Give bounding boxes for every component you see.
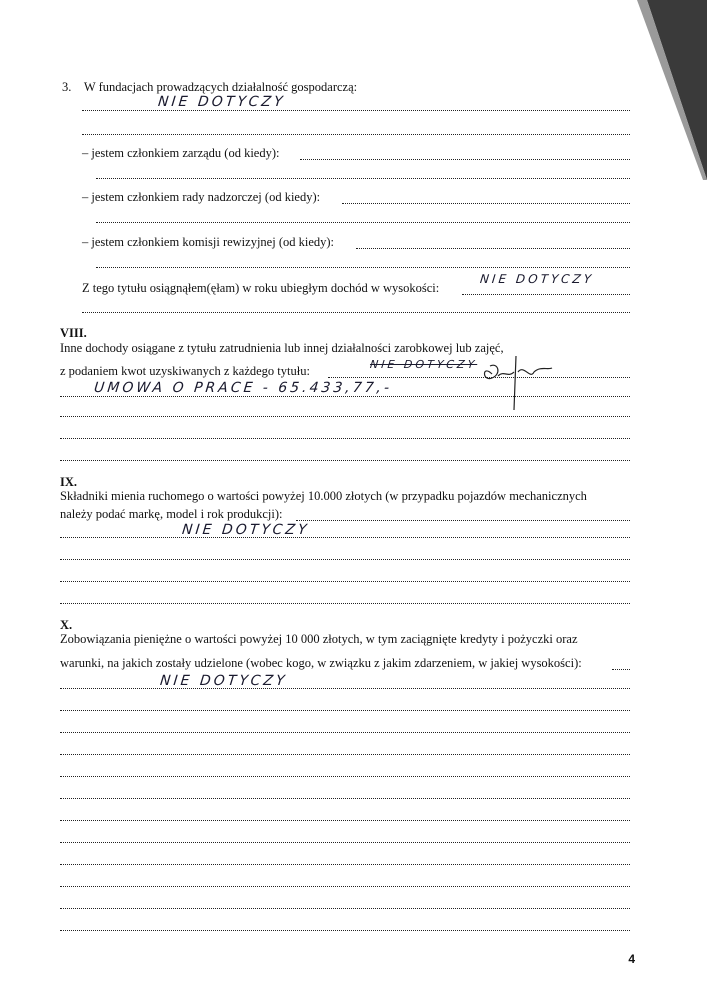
handwritten-answer: NIE DOTYCZY	[479, 272, 595, 286]
fill-line	[612, 669, 630, 670]
fill-line	[300, 159, 630, 160]
fill-line	[60, 776, 630, 777]
fill-line	[60, 438, 630, 439]
handwritten-answer: UMOWA O PRACE - 65.433,77,-	[93, 380, 393, 396]
dochod-label: Z tego tytułu osiągnąłem(ęłam) w roku ubiegłym dochód w wysokości:	[82, 281, 440, 295]
fill-line	[60, 559, 630, 560]
section-10-roman: X.	[60, 618, 73, 632]
fill-line	[60, 396, 630, 397]
fill-line	[462, 294, 630, 295]
fill-line	[60, 930, 630, 931]
section-8-text: z podaniem kwot uzyskiwanych z każdego tytułu:	[60, 364, 310, 378]
handwritten-answer: NIE DOTYCZY	[157, 94, 287, 110]
struck-answer: NIE DOTYCZY	[369, 358, 478, 371]
fill-line	[60, 603, 630, 604]
fill-line	[60, 537, 630, 538]
handwritten-initials	[478, 352, 558, 414]
section-9-text: należy podać markę, model i rok produkcji):	[60, 507, 283, 521]
section-10-text: Zobowiązania pieniężne o wartości powyżej 10 000 złotych, w tym zaciągnięte kredyty i pożyczki oraz	[60, 632, 578, 646]
fill-line	[60, 710, 630, 711]
fill-line	[60, 908, 630, 909]
fill-line	[60, 798, 630, 799]
section-8-text: Inne dochody osiągane z tytułu zatrudnienia lub innej działalności zarobkowej lub zajęć,	[60, 341, 504, 355]
fill-line	[96, 178, 630, 179]
fill-line	[60, 581, 630, 582]
section-10-text: warunki, na jakich zostały udzielone (wobec kogo, w związku z jakim zdarzeniem, w jakiej wysokości):	[60, 656, 582, 670]
fill-line	[60, 864, 630, 865]
zarzad-label: – jestem członkiem zarządu (od kiedy):	[82, 146, 280, 160]
komisja-label: – jestem członkiem komisji rewizyjnej (od kiedy):	[82, 235, 335, 249]
fill-line	[342, 203, 630, 204]
handwritten-answer: NIE DOTYCZY	[181, 522, 311, 538]
fill-line	[60, 688, 630, 689]
fill-line	[60, 460, 630, 461]
section-3-heading: 3. W fundacjach prowadzących działalność gospodarczą:	[62, 80, 358, 94]
fill-line	[96, 267, 630, 268]
fill-line	[96, 222, 630, 223]
fill-line	[60, 842, 630, 843]
fill-line	[60, 820, 630, 821]
handwritten-answer: NIE DOTYCZY	[159, 673, 289, 689]
section-9-text: Składniki mienia ruchomego o wartości powyżej 10.000 złotych (w przypadku pojazdów mechanicznych	[60, 489, 587, 503]
fill-line	[60, 886, 630, 887]
fill-line	[82, 110, 630, 111]
page-number: 4	[628, 952, 635, 966]
fill-line	[82, 312, 630, 313]
rada-label: – jestem członkiem rady nadzorczej (od kiedy):	[82, 190, 321, 204]
fill-line	[296, 520, 630, 521]
section-8-roman: VIII.	[60, 326, 87, 340]
fill-line	[356, 248, 630, 249]
fill-line	[60, 754, 630, 755]
page-fold-shadow	[607, 0, 707, 180]
fill-line	[60, 732, 630, 733]
fill-line	[60, 416, 630, 417]
fill-line	[82, 134, 630, 135]
section-9-roman: IX.	[60, 475, 78, 489]
